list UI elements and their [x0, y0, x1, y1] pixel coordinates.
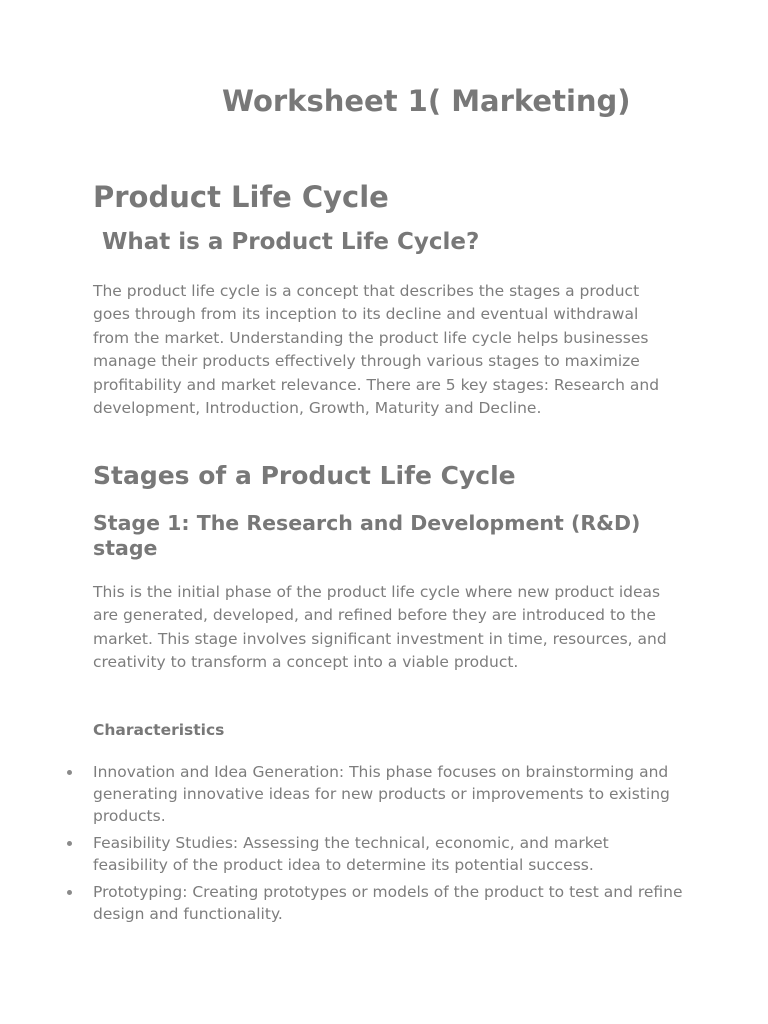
bullet-icon: [67, 841, 72, 846]
characteristics-list: [93, 761, 683, 930]
worksheet-title: Worksheet 1( Marketing): [222, 84, 631, 118]
list-item-text: Prototyping: Creating prototypes or models of the product to test and refine design and functionality.: [93, 883, 683, 923]
heading-characteristics: Characteristics: [93, 721, 225, 739]
list-item-text: Innovation and Idea Generation: This phase focuses on brainstorming and generating innovative ideas for new products or improvements to existing products.: [93, 763, 670, 825]
list-item: [93, 881, 683, 925]
heading-stage-1: Stage 1: The Research and Development (R&D) stage: [93, 511, 641, 560]
bullet-icon: [67, 890, 72, 895]
list-item-text: Feasibility Studies: Assessing the technical, economic, and market feasibility of the product idea to determine its potential success.: [93, 834, 609, 874]
intro-paragraph: The product life cycle is a concept that describes the stages a product goes through from its inception to its decline and eventual withdrawal from the market. Understanding the product life cycle helps businesses manage their products effectively through various stages to maximize profitability and market relevance. There are 5 key stages: Research and development, Introduction, Growth, Maturity and Decline.: [93, 282, 660, 418]
bullet-icon: [67, 770, 72, 775]
heading-stages: Stages of a Product Life Cycle: [93, 461, 516, 490]
list-item: [93, 832, 683, 876]
heading-what-is-plc: What is a Product Life Cycle?: [102, 229, 480, 255]
list-item: [93, 761, 683, 827]
stage-1-paragraph: This is the initial phase of the product life cycle where new product ideas are generated, developed, and refined before they are introduced to the market. This stage involves significant investment in time, resources, and creativity to transform a concept into a viable product.: [93, 583, 667, 672]
heading-product-life-cycle: Product Life Cycle: [93, 180, 389, 214]
